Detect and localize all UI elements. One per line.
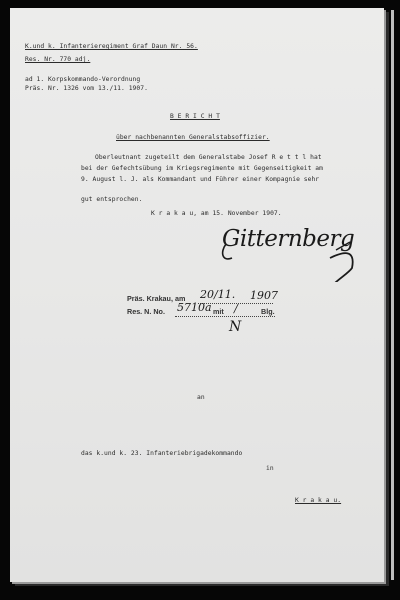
stamp-received-date: 20/11.	[200, 288, 236, 301]
reference-line-2: Präs. Nr. 1326 vom 13./11. 1907.	[25, 85, 148, 92]
body-line-4: gut entsprochen.	[81, 196, 143, 203]
stamp-received-year: 1907	[250, 289, 278, 302]
stamp-number-label: Res. N. No.	[127, 307, 165, 316]
report-subtitle: über nachbenannten Generalstabsoffizier.	[116, 134, 270, 141]
regiment-header: K.und k. Infanterieregiment Graf Daun Nr. 56.	[25, 43, 198, 50]
stamp-enclosure-count: /	[234, 302, 238, 315]
page-edge	[391, 10, 394, 580]
body-line-2: bei der Gefechtsübung im Kriegsregimente mit Gegenseitigkeit am	[81, 165, 323, 172]
body-line-1: Oberleutnant zugeteilt dem Generalstabe Josef R e t t l hat	[95, 154, 322, 161]
stamp-line-2-rule	[175, 316, 275, 317]
recipient-in-word: in	[266, 465, 274, 472]
document-page	[10, 8, 384, 582]
report-title: B E R I C H T	[170, 113, 220, 120]
stamp-number-value: 5710a	[177, 301, 212, 314]
address-to-word: an	[197, 394, 205, 401]
stamp-received-label: Präs. Krakau, am	[127, 294, 186, 303]
body-line-3: 9. August l. J. als Kommandant und Führer einer Kompagnie sehr	[81, 176, 320, 183]
stamp-blg-label: Blg.	[261, 307, 275, 316]
recipient: das k.und k. 23. Infanteriebrigadekommando	[81, 450, 243, 457]
signature-flourish	[218, 222, 368, 282]
initial-mark: N	[229, 319, 242, 335]
signature: Gitternberg	[222, 226, 355, 252]
recipient-city: K r a k a u.	[295, 497, 342, 504]
stamp-mit-label: mit	[213, 307, 224, 316]
reserve-number: Res. Nr. 770 adj.	[25, 56, 91, 63]
reference-line-1: ad 1. Korpskommando-Verordnung	[25, 76, 141, 83]
place-date-line: K r a k a u, am 15. November 1907.	[151, 210, 282, 217]
